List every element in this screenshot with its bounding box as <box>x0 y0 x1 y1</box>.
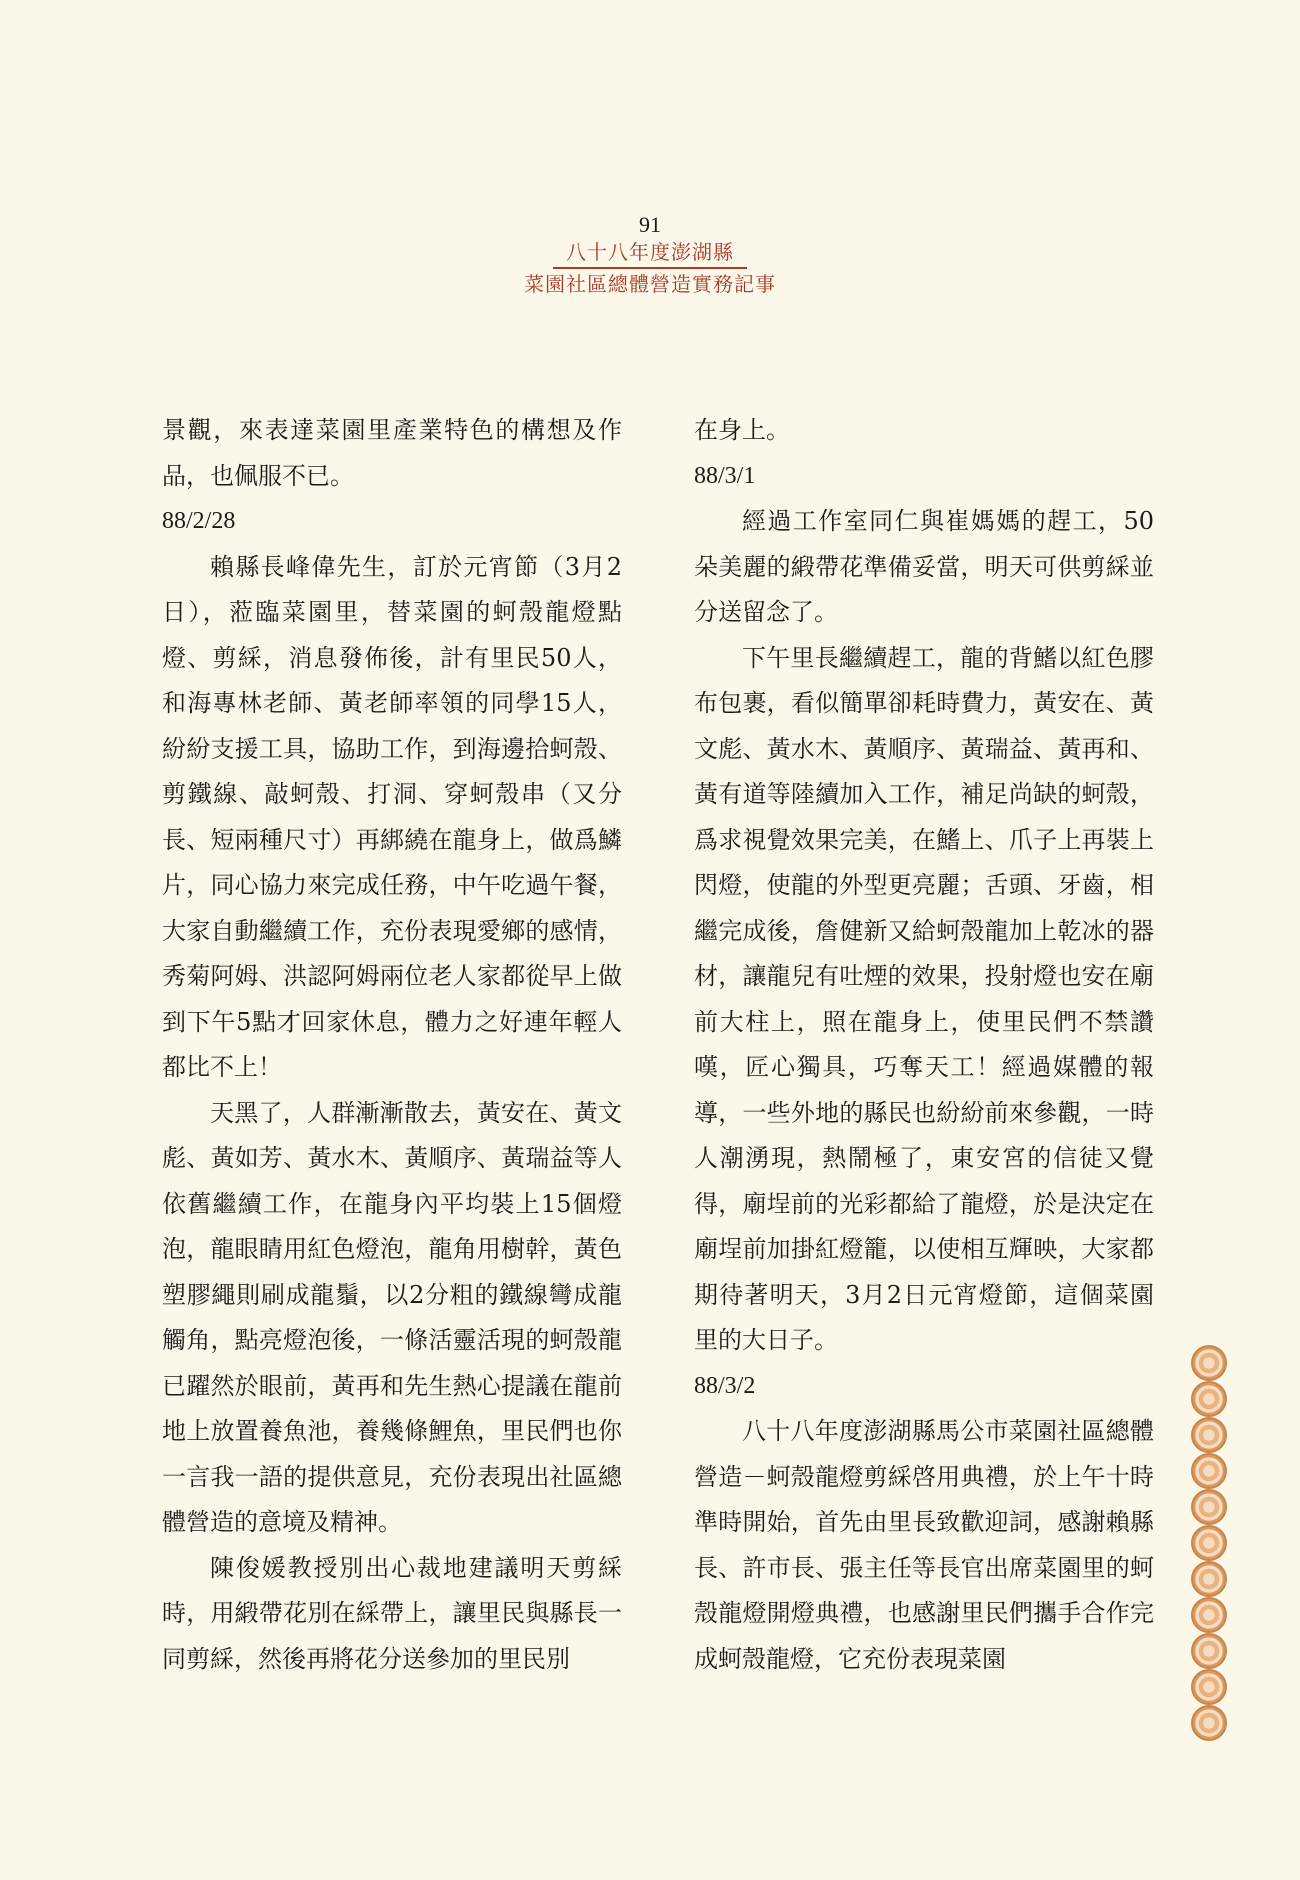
header-divider <box>553 267 747 269</box>
paragraph: 天黑了，人群漸漸散去，黃安在、黃文彪、黃如芳、黃水木、黃順序、黃瑞益等人依舊繼續工作，在龍身內平均裝上15個燈泡，龍眼睛用紅色燈泡，龍角用樹幹，黃色塑膠繩則刷成龍鬚，以2分粗的鐵線彎成龍觸角，點亮燈泡後，一條活靈活現的蚵殼龍已躍然於眼前，黃再和先生熱心提議在龍前地上放置養魚池，養幾條鯉魚，里民們也你一言我一語的提供意見，充份表現出社區總體營造的意境及精神。 <box>162 1098 622 1536</box>
entry-date: 88/2/28 <box>162 508 236 534</box>
left-text-column <box>162 408 622 1682</box>
paragraph: 陳俊媛教授別出心裁地建議明天剪綵時，用緞帶花別在綵帶上，讓里民與縣長一同剪綵，然後再將花分送參加的里民別 <box>162 1553 622 1673</box>
coin-ornament-icon <box>1191 1705 1227 1741</box>
coin-ornament-icon <box>1191 1597 1227 1633</box>
coin-ornament-icon <box>1191 1669 1227 1705</box>
paragraph: 景觀，來表達菜園里產業特色的構想及作品，也佩服不已。 <box>162 416 622 490</box>
page-header <box>0 212 1300 298</box>
coin-ornament-icon <box>1191 1525 1227 1561</box>
paragraph: 下午里長繼續趕工，龍的背鰭以紅色膠布包裹，看似簡單卻耗時費力，黃安在、黃文彪、黃水木、黃順序、黃瑞益、黃再和、黃有道等陸續加入工作，補足尚缺的蚵殼，爲求視覺效果完美，在鰭上、爪子上再裝上閃燈，使龍的外型更亮麗；舌頭、牙齒，相繼完成後，詹健新又給蚵殼龍加上乾冰的器材，讓龍兒有吐煙的效果，投射燈也安在廟前大柱上，照在龍身上，使里民們不禁讚嘆，匠心獨具，巧奪天工！經過媒體的報導，一些外地的縣民也紛紛前來參觀，一時人潮湧現，熱鬧極了，東安宮的信徒又覺得，廟埕前的光彩都給了龍燈，於是決定在廟埕前加掛紅燈籠，以使相互輝映，大家都期待著明天，3月2日元宵燈節，這個菜園里的大日子。 <box>694 643 1154 1354</box>
coin-ornament-icon <box>1191 1561 1227 1597</box>
coin-ornament-icon <box>1191 1453 1227 1489</box>
paragraph: 八十八年度澎湖縣馬公市菜園社區總體營造－蚵殼龍燈剪綵啓用典禮，於上午十時準時開始，首先由里長致歡迎詞，感謝賴縣長、許市長、張主任等長官出席菜園里的蚵殼龍燈開燈典禮，也感謝里民們攜手合作完成蚵殼龍燈，它充份表現菜園 <box>694 1417 1154 1673</box>
coin-ornament-icon <box>1191 1489 1227 1525</box>
decorative-coin-border <box>1188 1345 1230 1741</box>
entry-date: 88/3/1 <box>694 462 756 489</box>
paragraph: 經過工作室同仁與崔媽媽的趕工，50朵美麗的緞帶花準備妥當，明天可供剪綵並分送留念了。 <box>694 507 1154 626</box>
coin-ornament-icon <box>1191 1381 1227 1417</box>
coin-ornament-icon <box>1191 1345 1227 1381</box>
entry-date: 88/3/2 <box>694 1372 756 1399</box>
header-title-line2: 菜園社區總體營造實務記事 <box>524 272 776 296</box>
header-title-line1: 八十八年度澎湖縣 <box>566 240 734 264</box>
right-text-column <box>694 408 1154 1682</box>
coin-ornament-icon <box>1191 1417 1227 1453</box>
paragraph: 在身上。 <box>694 416 790 444</box>
page-number: 91 <box>639 212 661 237</box>
coin-ornament-icon <box>1191 1633 1227 1669</box>
paragraph: 賴縣長峰偉先生，訂於元宵節（3月2日），蒞臨菜園里，替菜園的蚵殼龍燈點燈、剪綵，消息發佈後，計有里民50人，和海專林老師、黃老師率領的同學15人，紛紛支援工具，協助工作，到海邊拾蚵殼、剪鐵線、敲蚵殼、打洞、穿蚵殼串（又分長、短兩種尺寸）再綁繞在龍身上，做爲鱗片，同心協力來完成任務，中午吃過午餐，大家自動繼續工作，充份表現愛鄉的感情，秀菊阿姆、洪認阿姆兩位老人家都從早上做到下午5點才回家休息，體力之好連年輕人都比不上！ <box>162 552 622 1081</box>
